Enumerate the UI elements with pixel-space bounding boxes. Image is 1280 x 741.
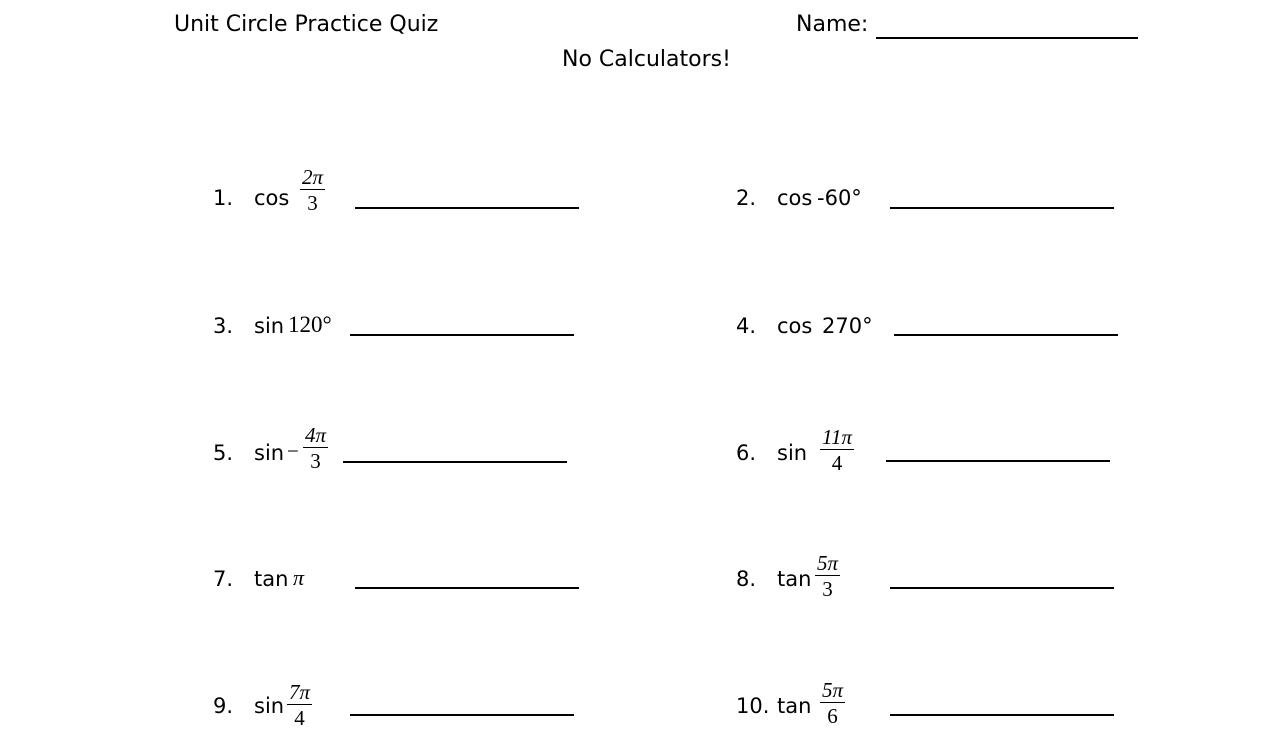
trig-function: sin [777, 441, 808, 465]
numerator: 11π [822, 425, 852, 449]
numerator: 5π [822, 678, 844, 702]
question-5 [213, 424, 593, 484]
question-number: 7. [213, 567, 234, 591]
denominator: 4 [294, 706, 305, 730]
numerator: 2π [302, 165, 324, 189]
angle-argument: -60° [817, 186, 862, 210]
question-number: 6. [736, 441, 757, 465]
fraction-argument [287, 681, 312, 729]
trig-function: cos [777, 186, 813, 210]
fraction-argument [815, 552, 840, 600]
answer-line[interactable] [894, 334, 1118, 336]
answer-line[interactable] [890, 587, 1114, 589]
numerator: 7π [289, 680, 311, 704]
answer-line[interactable] [350, 714, 574, 716]
question-number: 10. [736, 694, 770, 718]
answer-line[interactable] [355, 207, 579, 209]
question-number: 5. [213, 441, 234, 465]
fraction-argument [820, 426, 854, 474]
quiz-subtitle: No Calculators! [562, 47, 731, 72]
question-6 [736, 426, 1136, 486]
question-number: 1. [213, 186, 234, 210]
answer-line[interactable] [890, 207, 1114, 209]
question-number: 8. [736, 567, 757, 591]
denominator: 3 [310, 449, 321, 473]
question-number: 4. [736, 314, 757, 338]
question-3 [213, 300, 593, 360]
name-label: Name: [796, 12, 869, 37]
answer-line[interactable] [890, 714, 1114, 716]
trig-function: sin [254, 314, 285, 338]
numerator: 4π [305, 423, 327, 447]
numerator: 5π [817, 551, 839, 575]
answer-line[interactable] [355, 587, 579, 589]
quiz-title: Unit Circle Practice Quiz [174, 12, 439, 37]
question-10 [736, 679, 1136, 739]
denominator: 3 [822, 577, 833, 601]
angle-argument: 270° [822, 314, 873, 338]
trig-function: sin [254, 694, 285, 718]
negative-sign: − [287, 439, 299, 463]
answer-line[interactable] [350, 334, 574, 336]
answer-line[interactable] [343, 461, 567, 463]
angle-argument: π [293, 565, 305, 590]
trig-function: sin [254, 441, 285, 465]
answer-line[interactable] [886, 460, 1110, 462]
trig-function: tan [777, 694, 812, 718]
question-7 [213, 556, 593, 616]
trig-function: cos [777, 314, 813, 338]
name-answer-line[interactable] [876, 37, 1138, 39]
trig-function: cos [254, 186, 290, 210]
denominator: 6 [827, 704, 838, 728]
trig-function: tan [777, 567, 812, 591]
question-number: 9. [213, 694, 234, 718]
fraction-argument [300, 166, 325, 214]
question-2 [736, 166, 1136, 226]
question-9 [213, 681, 593, 741]
fraction-argument [303, 424, 328, 472]
question-number: 2. [736, 186, 757, 210]
angle-argument: 120° [288, 312, 332, 337]
denominator: 4 [831, 451, 843, 475]
question-4 [736, 300, 1136, 360]
trig-function: tan [254, 567, 289, 591]
question-8 [736, 552, 1136, 612]
question-number: 3. [213, 314, 234, 338]
question-1 [213, 166, 593, 226]
denominator: 3 [307, 191, 318, 215]
